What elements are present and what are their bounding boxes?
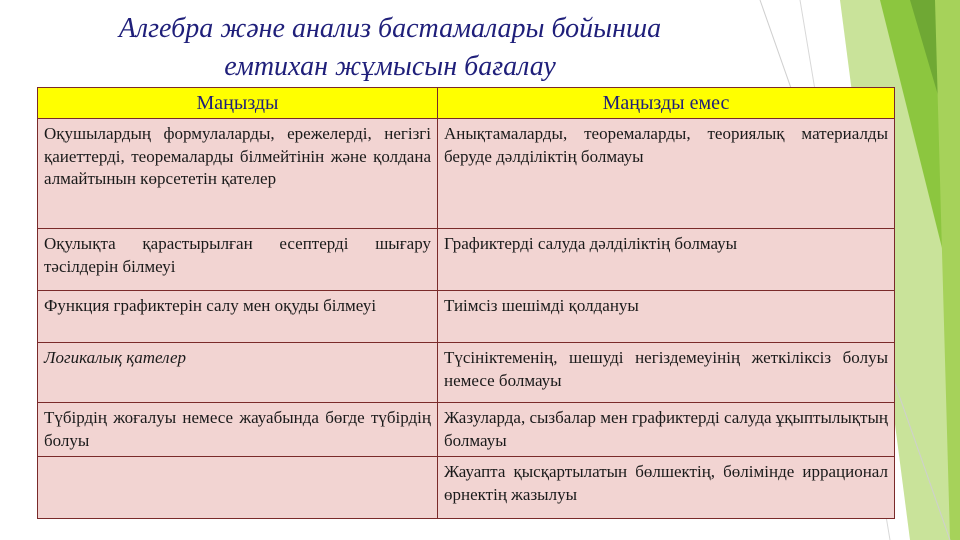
table-row — [38, 457, 895, 519]
important-cell: Түбірдің жоғалуы немесе жауабында бөгде түбірдің болуы — [38, 403, 438, 457]
table-row — [38, 229, 895, 291]
not-important-cell: Тиімсіз шешімді қолдануы — [438, 291, 895, 343]
not-important-cell: Жазуларда, сызбалар мен графиктерді салуда ұқыптылықтың болмауы — [438, 403, 895, 457]
title-line-1: Алгебра және анализ бастамалары бойынша — [118, 13, 662, 44]
table-row — [38, 291, 895, 343]
table-header-row — [38, 88, 895, 119]
not-important-cell: Түсініктеменің, шешуді негіздемеуінің жеткіліксіз болуы немесе болмауы — [438, 343, 895, 403]
not-important-cell: Анықтамаларды, теоремаларды, теориялық материалды беруде дәлділіктің болмауы — [438, 119, 895, 229]
header-not-important: Маңызды емес — [438, 88, 895, 119]
important-cell — [38, 457, 438, 519]
title-line-2: емтихан жұмысын бағалау — [224, 51, 556, 82]
slide-title — [40, 10, 740, 86]
table-row — [38, 403, 895, 457]
table-row — [38, 343, 895, 403]
header-important: Маңызды — [38, 88, 438, 119]
not-important-cell: Жауапта қысқартылатын бөлшектің, бөлімінде иррационал өрнектің жазылуы — [438, 457, 895, 519]
grading-table — [37, 87, 895, 519]
not-important-cell: Графиктерді салуда дәлділіктің болмауы — [438, 229, 895, 291]
important-cell: Оқулықта қарастырылған есептерді шығару тәсілдерін білмеуі — [38, 229, 438, 291]
grading-table-container — [37, 87, 894, 519]
table-row — [38, 119, 895, 229]
important-cell: Оқушылардың формулаларды, ережелерді, негізгі қаиеттерді, теоремаларды білмейтінін және қолдана алмайтынын көрсететін қателер — [38, 119, 438, 229]
important-cell: Функция графиктерін салу мен оқуды білмеуі — [38, 291, 438, 343]
important-cell: Логикалық қателер — [38, 343, 438, 403]
